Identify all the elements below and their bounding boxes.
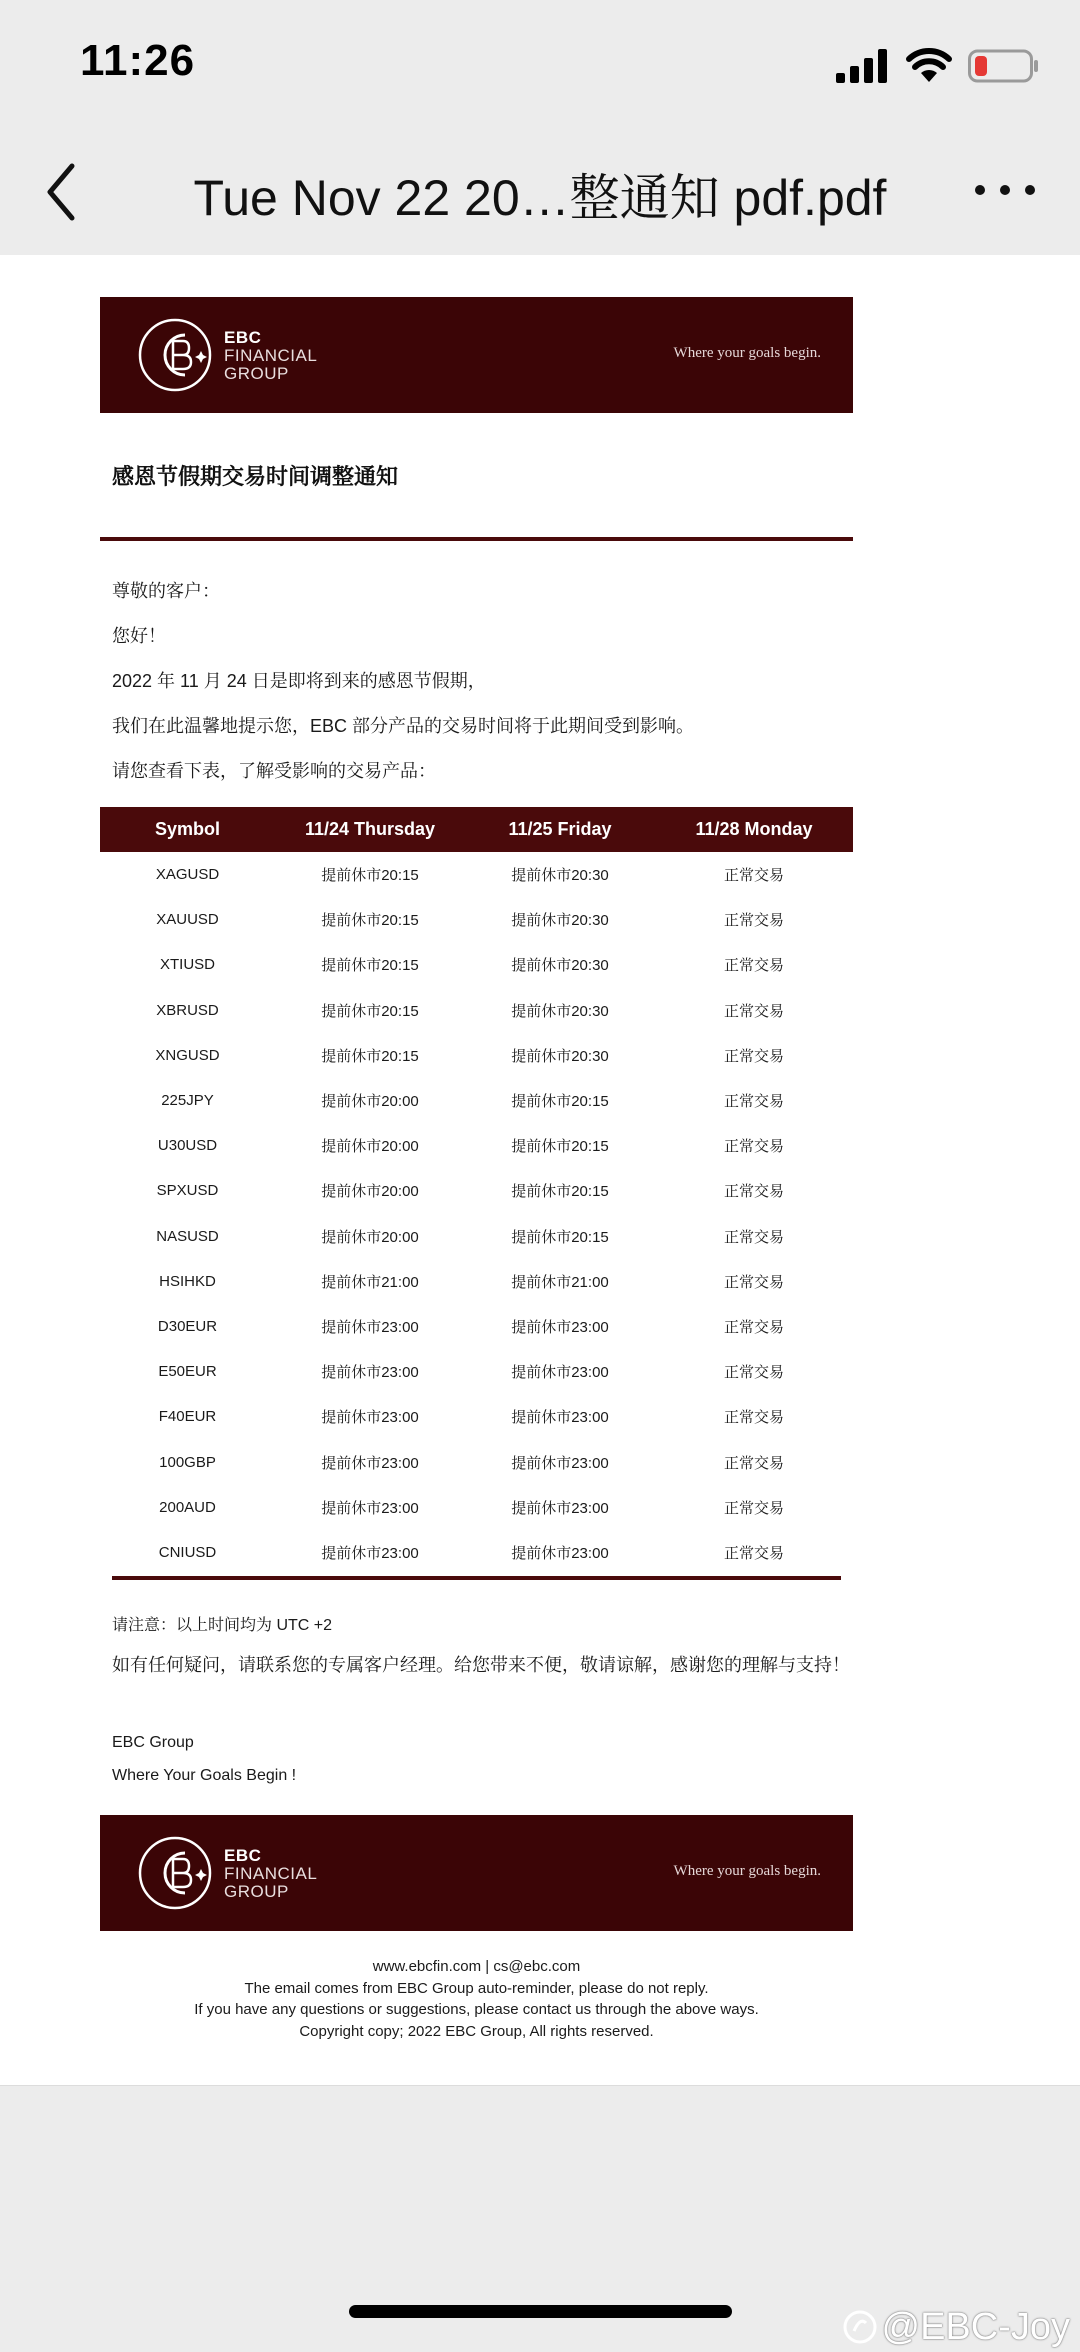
battery-icon	[968, 48, 1040, 84]
footer-auto-reminder: The email comes from EBC Group auto-reminder, please do not reply.	[244, 1979, 709, 1997]
banner-slogan: Where your goals begin.	[673, 345, 821, 361]
cell-thursday: 提前休市20:15	[321, 1047, 419, 1065]
paragraph-date: 2022 年 11 月 24 日是即将到来的感恩节假期，	[112, 671, 486, 691]
cell-friday: 提前休市20:30	[511, 1047, 609, 1065]
cell-monday: 正常交易	[723, 1409, 784, 1427]
closing-paragraph: 如有任何疑问，请联系您的专属客户经理。给您带来不便，敬请谅解，感谢您的理解与支持！	[112, 1655, 850, 1675]
cell-symbol: F40EUR	[158, 1408, 217, 1426]
footer-copyright: Copyright copy; 2022 EBC Group, All rights reserved.	[299, 2022, 654, 2040]
table-row	[100, 942, 853, 987]
timezone-note: 请注意：以上时间均为 UTC +2	[112, 1617, 333, 1634]
cell-symbol: 100GBP	[159, 1453, 216, 1471]
cell-friday: 提前休市20:15	[511, 1138, 609, 1156]
table-row	[100, 988, 853, 1033]
table-row	[100, 852, 853, 897]
cell-thursday: 提前休市20:00	[321, 1138, 419, 1156]
cell-thursday: 提前休市23:00	[321, 1364, 419, 1382]
table-bottom-rule	[112, 1576, 841, 1580]
cell-thursday: 提前休市23:00	[321, 1318, 419, 1336]
status-time: 11:26	[80, 36, 196, 85]
cell-monday: 正常交易	[723, 1454, 784, 1472]
cell-thursday: 提前休市23:00	[321, 1499, 419, 1517]
cell-symbol: SPXUSD	[156, 1182, 219, 1200]
table-row	[100, 1304, 853, 1349]
cell-monday: 正常交易	[723, 1544, 784, 1562]
table-row	[100, 1214, 853, 1259]
cell-friday: 提前休市20:30	[511, 867, 609, 885]
cell-symbol: NASUSD	[156, 1227, 219, 1245]
cell-friday: 提前休市23:00	[511, 1499, 609, 1517]
status-bar	[0, 0, 1080, 130]
document-title: Tue Nov 22 20…整通知 pdf.pdf	[193, 170, 887, 226]
footer-contact-note: If you have any questions or suggestions, please contact us through the above ways.	[194, 2001, 759, 2018]
cell-monday: 正常交易	[723, 1318, 784, 1336]
watermark-text: @EBC-Joy	[881, 2305, 1070, 2348]
table-row	[100, 1530, 853, 1575]
cell-symbol: XNGUSD	[155, 1046, 220, 1064]
cell-symbol: D30EUR	[157, 1317, 218, 1335]
cell-thursday: 提前休市23:00	[321, 1454, 419, 1472]
cell-friday: 提前休市20:15	[511, 1183, 609, 1201]
cell-monday: 正常交易	[723, 1047, 784, 1065]
cell-symbol: XBRUSD	[156, 1001, 219, 1019]
status-icons	[836, 44, 1040, 88]
wifi-icon	[906, 48, 952, 84]
cell-thursday: 提前休市23:00	[321, 1544, 419, 1562]
cell-thursday: 提前休市21:00	[321, 1273, 419, 1291]
footer-info	[100, 1956, 853, 2042]
cell-friday: 提前休市20:30	[511, 1002, 609, 1020]
cell-symbol: 200AUD	[159, 1498, 216, 1516]
cell-thursday: 提前休市20:00	[321, 1093, 419, 1111]
signal-icon	[836, 49, 890, 83]
header-monday: 11/28 Monday	[655, 807, 853, 852]
signature-company: EBC Group	[112, 1734, 194, 1751]
ebc-logo-icon	[135, 315, 215, 395]
greeting: 尊敬的客户：	[112, 581, 220, 601]
cell-monday: 正常交易	[723, 1499, 784, 1517]
cell-friday: 提前休市20:15	[511, 1093, 609, 1111]
cell-friday: 提前休市20:30	[511, 912, 609, 930]
cell-thursday: 提前休市20:00	[321, 1228, 419, 1246]
hello: 您好！	[112, 626, 166, 646]
cell-monday: 正常交易	[723, 1273, 784, 1291]
table-header-row	[100, 807, 853, 852]
header-thursday: 11/24 Thursday	[275, 807, 465, 852]
header-symbol: Symbol	[100, 807, 275, 852]
cell-monday: 正常交易	[723, 1138, 784, 1156]
cell-friday: 提前休市21:00	[511, 1273, 609, 1291]
paragraph-instruction: 请您查看下表，了解受影响的交易产品：	[112, 761, 436, 781]
cell-symbol: HSIHKD	[159, 1272, 216, 1290]
notice-title: 感恩节假期交易时间调整通知	[112, 464, 399, 489]
pdf-page[interactable]	[0, 255, 1080, 2086]
cell-monday: 正常交易	[723, 957, 784, 975]
table-row	[100, 1168, 853, 1213]
table-row	[100, 1259, 853, 1304]
cell-friday: 提前休市23:00	[511, 1318, 609, 1336]
brand-wordmark: EBC FINANCIAL GROUP	[224, 1846, 318, 1901]
cell-friday: 提前休市23:00	[511, 1544, 609, 1562]
footer-banner	[100, 1815, 853, 1931]
cell-symbol: XAUUSD	[156, 911, 219, 929]
table-row	[100, 1123, 853, 1168]
signature-slogan: Where Your Goals Begin !	[112, 1767, 297, 1784]
cell-monday: 正常交易	[723, 912, 784, 930]
cell-thursday: 提前休市20:15	[321, 957, 419, 975]
cell-symbol: 225JPY	[161, 1092, 214, 1110]
ebc-logo-icon	[135, 1833, 215, 1913]
table-row	[100, 1485, 853, 1530]
cell-symbol: XAGUSD	[155, 866, 220, 884]
cell-symbol: XTIUSD	[159, 956, 215, 974]
table-row	[100, 1439, 853, 1484]
cell-symbol: U30USD	[157, 1137, 218, 1155]
banner-slogan: Where your goals begin.	[673, 1863, 821, 1879]
paragraph-notice: 我们在此温馨地提示您，EBC 部分产品的交易时间将于此期间受到影响。	[112, 716, 695, 736]
back-chevron-icon[interactable]	[38, 160, 88, 224]
table-row	[100, 1394, 853, 1439]
cell-thursday: 提前休市20:15	[321, 912, 419, 930]
cell-friday: 提前休市23:00	[511, 1454, 609, 1472]
nav-bar	[0, 130, 1080, 255]
cell-thursday: 提前休市23:00	[321, 1409, 419, 1427]
cell-friday: 提前休市20:30	[511, 957, 609, 975]
brand-wordmark: EBC FINANCIAL GROUP	[224, 328, 318, 383]
cell-thursday: 提前休市20:15	[321, 1002, 419, 1020]
more-options-icon[interactable]	[970, 170, 1040, 210]
header-friday: 11/25 Friday	[465, 807, 655, 852]
home-indicator[interactable]	[349, 2305, 732, 2318]
watermark	[842, 2302, 1071, 2352]
cell-monday: 正常交易	[723, 1002, 784, 1020]
table-row	[100, 1078, 853, 1123]
table-row	[100, 897, 853, 942]
cell-monday: 正常交易	[723, 1228, 784, 1246]
weibo-icon	[842, 2309, 878, 2345]
trading-hours-table	[100, 807, 853, 1575]
cell-symbol: CNIUSD	[158, 1543, 217, 1561]
title-divider	[100, 537, 853, 541]
cell-monday: 正常交易	[723, 1093, 784, 1111]
cell-monday: 正常交易	[723, 1364, 784, 1382]
cell-monday: 正常交易	[723, 1183, 784, 1201]
cell-thursday: 提前休市20:00	[321, 1183, 419, 1201]
cell-friday: 提前休市23:00	[511, 1409, 609, 1427]
table-row	[100, 1349, 853, 1394]
footer-contact-links[interactable]: www.ebcfin.com | cs@ebc.com	[372, 1958, 581, 1975]
cell-friday: 提前休市20:15	[511, 1228, 609, 1246]
cell-monday: 正常交易	[723, 867, 784, 885]
cell-thursday: 提前休市20:15	[321, 867, 419, 885]
cell-symbol: E50EUR	[158, 1363, 217, 1381]
header-banner	[100, 297, 853, 413]
cell-friday: 提前休市23:00	[511, 1364, 609, 1382]
table-row	[100, 1033, 853, 1078]
